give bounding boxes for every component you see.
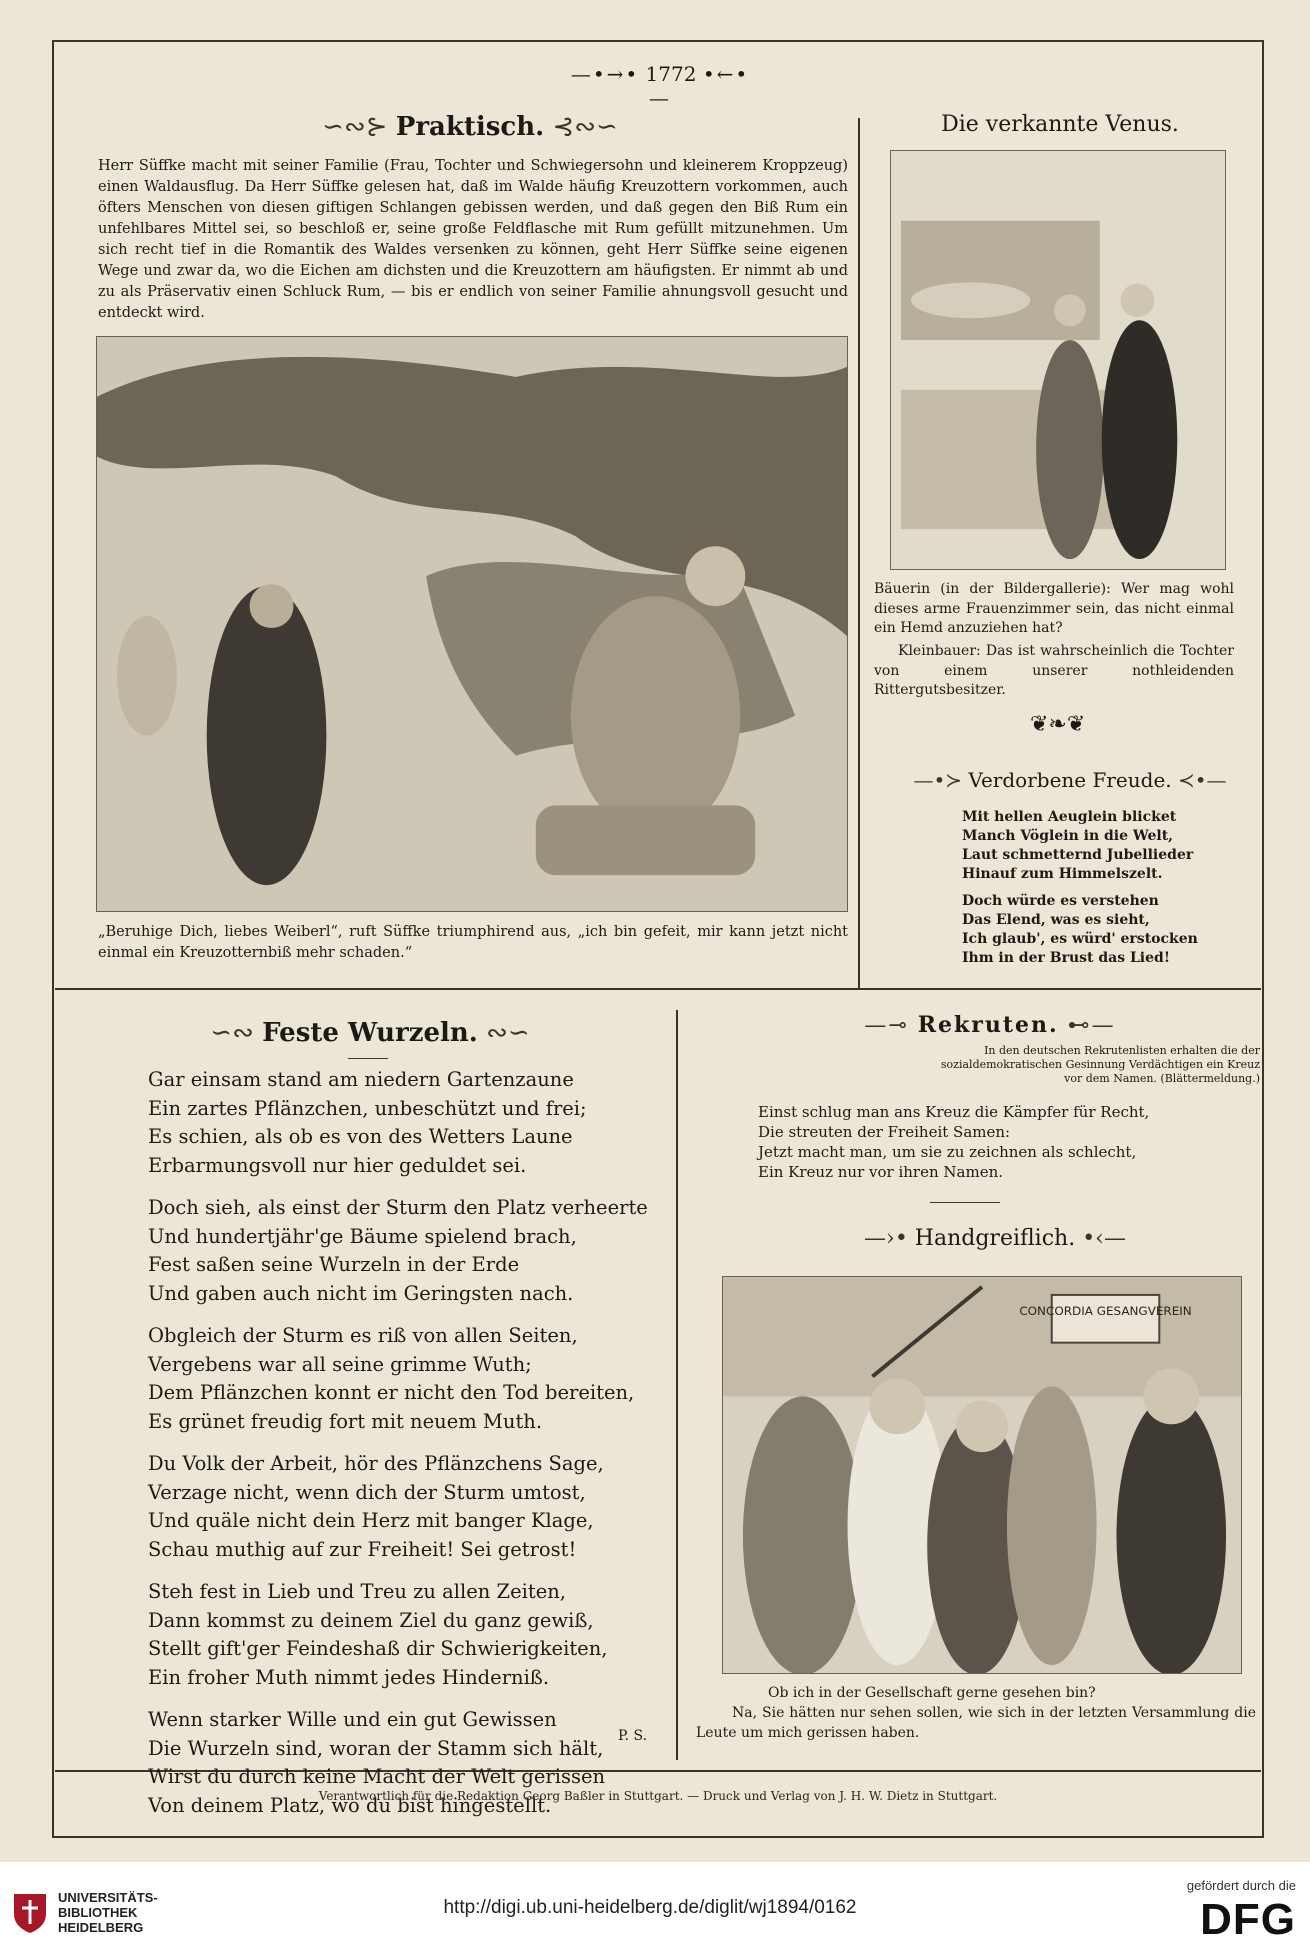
praktisch-title: ∽∾⊱ Praktisch. ⊰∾∽: [322, 112, 618, 142]
praktisch-caption: „Beruhige Dich, liebes Weiberl“, ruft Süffke triumphirend aus, „ich bin gefeit, mir kann jetzt nicht einmal ein Kreuzotternbiß mehr schaden.“: [98, 924, 848, 961]
handgreiflich-caption-1: Ob ich in der Gesellschaft gerne gesehen bin?: [768, 1685, 1096, 1701]
wurzeln-stanza-4: Du Volk der Arbeit, hör des Pflänzchens Sage, Verzage nicht, wenn dich der Sturm umtost, Und quäle nicht dein Herz mit banger Klage, Schau muthig auf zur Freiheit! Sei getrost!: [148, 1452, 604, 1561]
freude-title: —•≻ Verdorbene Freude. ≺•—: [913, 768, 1227, 792]
praktisch-illustration: [96, 336, 848, 912]
wurzeln-title: ∽∾ Feste Wurzeln. ∾∽: [210, 1018, 530, 1048]
wurzeln-signature: P. S.: [618, 1728, 648, 1744]
rekruten-poem: Einst schlug man ans Kreuz die Kämpfer für Recht, Die streuten der Freiheit Samen: Jetzt macht man, um sie zu zeichnen als schlecht, Ein Kreuz nur vor ihren Namen.: [758, 1103, 1150, 1181]
wurzeln-stanza-5: Steh fest in Lieb und Treu zu allen Zeiten, Dann kommst zu deinem Ziel du ganz gewiß, Stellt gift'ger Feindeshaß dir Schwierigkeiten, Ein froher Muth nimmt jedes Hinderniß.: [148, 1580, 608, 1689]
praktisch-body: Herr Süffke macht mit seiner Familie (Frau, Tochter und Schwiegersohn und kleinerem Kroppzeug) einen Waldausflug. Da Herr Süffke gelesen hat, daß im Walde häufig Kreuzottern vorkommen, auch öfters Menschen von diesen giftigen Schlangen gebissen werden, und daß gegen den Biß Rum ein unfehlbares Mittel sei, so beschloß er, seine große Feldflasche mit Rum gefüllt mitzunehmen. Um sich recht tief in die Romantik des Waldes versenken zu können, geht Herr Süffke seine eigenen Wege und zwar da, wo die Eichen am dichsten und die Kreuzottern am häufigsten. Er nimmt ab und zu als Präservativ einen Schluck Rum, — bis er endlich von seiner Familie ahnungsvoll gesucht und entdeckt wird.: [98, 158, 848, 321]
wurzeln-stanza-1: Gar einsam stand am niedern Gartenzaune Ein zartes Pflänzchen, unbeschützt und frei; Es schien, als ob es von des Wetters Laune Erbarmungsvoll nur hier geduldet sei.: [148, 1068, 587, 1177]
column-divider-top: [858, 118, 860, 988]
wurzeln-stanza-2: Doch sieh, als einst der Sturm den Platz verheerte Und hundertjähr'ge Bäume spielend brach, Fest saßen seine Wurzeln in der Erde Und gaben auch nicht im Geringsten nach.: [148, 1196, 648, 1305]
university-seal-icon: [10, 1890, 50, 1934]
imprint: Verantwortlich für die Redaktion Georg Baßler in Stuttgart. — Druck und Verlag von J. H. W. Dietz in Stuttgart.: [318, 1789, 998, 1803]
handgreiflich-caption-2: Na, Sie hätten nur sehen sollen, wie sich in der letzten Versammlung die Leute um mich gerissen haben.: [696, 1705, 1256, 1741]
venus-text-1: Bäuerin (in der Bildergallerie): Wer mag wohl dieses arme Frauenzimmer sein, das nicht einmal ein Hemd anzuziehen hat?: [874, 581, 1234, 636]
funding-note: gefördert durch die: [1186, 1878, 1296, 1893]
venus-illustration: [890, 150, 1226, 570]
wurzeln-rule: [348, 1058, 388, 1059]
university-name: UNIVERSITÄTS- BIBLIOTHEK HEIDELBERG: [58, 1890, 158, 1935]
dfg-logo: DFG: [1200, 1895, 1296, 1944]
handgreiflich-illustration: [722, 1276, 1242, 1674]
rekruten-rule: [930, 1202, 1000, 1203]
freude-stanza-2: Doch würde es verstehen Das Elend, was es sieht, Ich glaub', es würd' erstocken Ihm in der Brust das Lied!: [962, 893, 1198, 966]
freude-stanza-1: Mit hellen Aeuglein blicket Manch Vöglein in die Welt, Laut schmetternd Jubellieder Hinauf zum Himmelszelt.: [962, 809, 1194, 882]
handgreiflich-title: —›• Handgreiflich. •‹—: [864, 1226, 1126, 1251]
venus-text-2: Kleinbauer: Das ist wahrscheinlich die Tochter von einem unserer nothleidenden Rittergutsbesitzer.: [874, 643, 1234, 698]
wurzeln-stanza-3: Obgleich der Sturm es riß von allen Seiten, Vergebens war all seine grimme Wuth; Dem Pflänzchen konnt er nicht den Tod bereiten, Es grünet freudig fort mit neuem Muth.: [148, 1324, 635, 1433]
column-divider-bottom: [676, 1010, 678, 1760]
rekruten-title: —⊸ Rekruten. ⊷—: [864, 1012, 1116, 1038]
concordia-sign: CONCORDIA GESANGVEREIN: [1019, 1303, 1192, 1318]
ornament: ❦❧❦: [1030, 712, 1086, 737]
freude-poem: [962, 808, 1198, 968]
source-url[interactable]: http://digi.ub.uni-heidelberg.de/diglit/wj1894/0162: [443, 1897, 857, 1918]
page-number: —•→• 1772 •←•—: [570, 62, 750, 110]
wurzeln-stanza-6: Wenn starker Wille und ein gut Gewissen Die Wurzeln sind, woran der Stamm sich hält, Wirst du durch keine Macht der Welt gerissen Von deinem Platz, wo du bist hingestellt.: [148, 1708, 606, 1817]
rekruten-note: In den deutschen Rekrutenlisten erhalten die der sozialdemokratischen Gesinnung Verdächtigen ein Kreuz vor dem Namen. (Blättermeldung.): [940, 1044, 1260, 1085]
venus-title: Die verkannte Venus.: [941, 112, 1179, 137]
section-divider: [55, 988, 1261, 990]
wurzeln-poem: [148, 1066, 668, 1834]
